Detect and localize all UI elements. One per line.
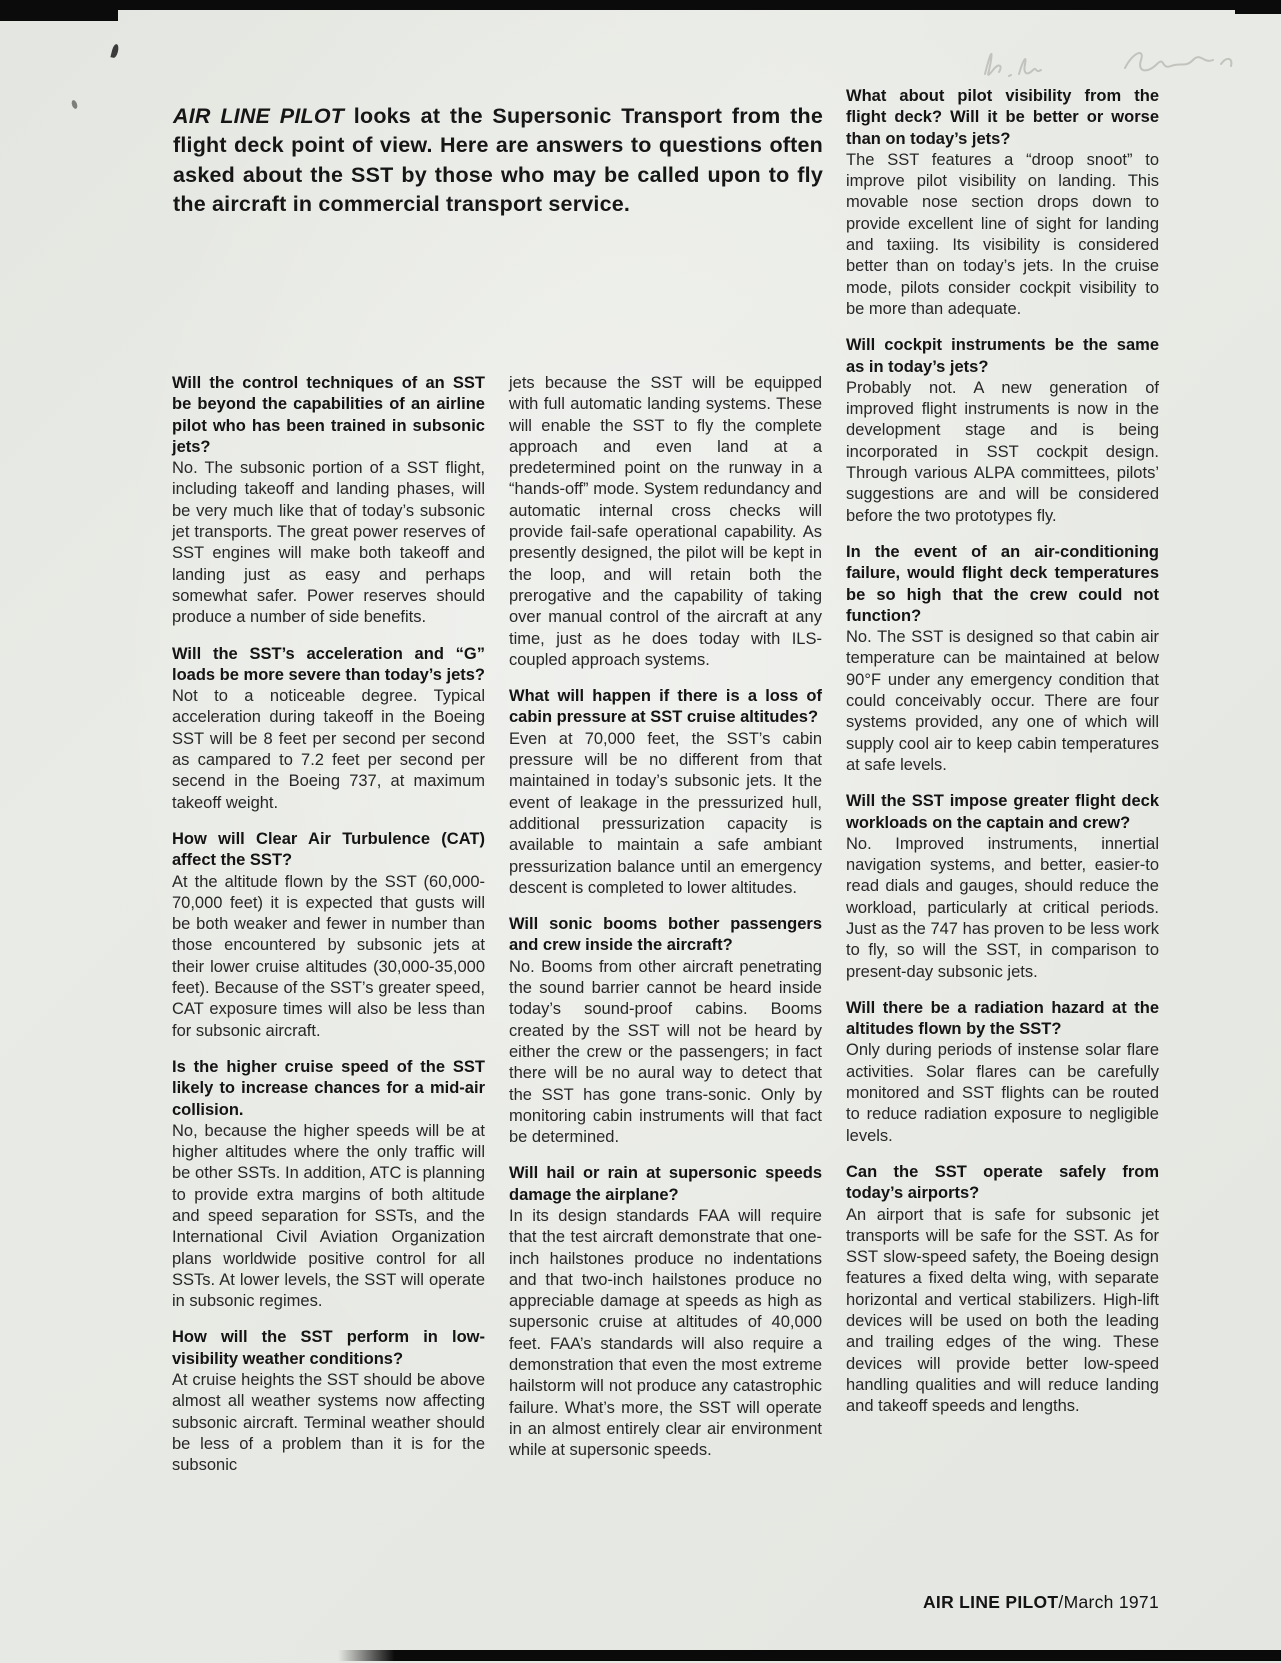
top-scan-bar-right — [1235, 0, 1281, 14]
question-heading: What about pilot visibility from the flight deck? Will it be better or worse than on today’s jets? — [846, 87, 1159, 148]
question-heading: Is the higher cruise speed of the SST likely to increase chances for a mid-air collision. — [172, 1057, 485, 1119]
footer — [923, 1592, 1159, 1613]
bottom-scan-bar — [338, 1650, 1281, 1661]
qa-block — [172, 829, 485, 1042]
question-heading: What will happen if there is a loss of cabin pressure at SST cruise altitudes? — [509, 687, 822, 727]
qa-block — [846, 998, 1159, 1147]
stray-ink-mark — [110, 43, 119, 58]
top-scan-bar-left — [0, 0, 118, 21]
answer-paragraph: Even at 70,000 feet, the SST’s cabin pressure will be no different from that maintained in today’s subsonic jets. It the event of leakage in the pressurized hull, additional pressurization capacity is available to maintain a safe ambiant pressurization balance until an emergency descent is completed to lower altitudes. — [509, 729, 822, 897]
answer-paragraph: Not to a noticeable degree. Typical acceleration during takeoff in the Boeing SST will be 8 feet per second per second as campared to 7.2 feet per second per secend in the Boeing 737, at maximum takeoff weight. — [172, 687, 485, 812]
pencil-handwriting — [975, 30, 1265, 90]
qa-block — [172, 1327, 485, 1476]
question-heading: Will the SST’s acceleration and “G” loads be more severe than today’s jets? — [172, 644, 486, 684]
answer-paragraph: At cruise heights the SST should be above almost all weather systems now affecting subsonic aircraft. Terminal weather should be less of a problem than it is for the subsonic — [172, 1371, 485, 1475]
qa-block — [509, 1163, 822, 1461]
question-heading: In the event of an air-conditioning failure, would flight deck temperatures be so high that the crew could not function? — [846, 542, 1159, 625]
qa-block — [509, 686, 822, 899]
intro-paragraph — [173, 102, 823, 220]
intro-text: looks at the Supersonic Transport from the flight deck point of view. Here are answers to questions often asked about the SST by those who may be called upon to fly the aircraft in commercial transport service. — [173, 103, 823, 216]
answer-paragraph: No. Improved instruments, innertial navigation systems, and better, easier-to read dials and gauges, should reduce the workload, particularly at critical periods. Just as the 747 has proven to be less work to fly, so will the SST, in comparison to present-day subsonic jets. — [846, 834, 1159, 981]
answer-paragraph: No. Booms from other aircraft penetrating the sound barrier cannot be heard inside today’s sound-proof cabins. Booms created by the SST will not be heard by either the crew or the passengers; in fact there will be no aural way to detect that the SST has gone trans-sonic. Only by monitoring cabin instruments will that fact be determined. — [509, 957, 822, 1147]
qa-block — [846, 335, 1159, 527]
question-heading: Can the SST operate safely from today’s airports? — [846, 1162, 1159, 1203]
question-heading: Will hail or rain at supersonic speeds damage the airplane? — [509, 1164, 822, 1204]
answer-paragraph: An airport that is safe for subsonic jet transports will be safe for the SST. As for SST slow-speed safety, the Boeing design features a fixed delta wing, with separate horizontal and vertical stabilizers. High-lift devices will be used on both the leading and trailing edges of the wing. These devices will provide better low-speed handling qualities and will reduce landing and takeoff speeds and lengths. — [846, 1205, 1159, 1416]
question-heading: Will sonic booms bother passengers and crew inside the aircraft? — [509, 915, 822, 955]
qa-block — [846, 86, 1159, 320]
top-scan-bar — [0, 0, 1281, 10]
qa-block — [846, 542, 1159, 776]
answer-paragraph: In its design standards FAA will require that the test aircraft demonstrate that one-inch hailstones produce no indentations and that two-inch hailstones produce no appreciable damage at speeds as high as supersonic cruise at altitudes of 40,000 feet. FAA’s standards will also require a demonstration that even the most extreme hailstorm will not produce any catastrophic failure. What’s more, the SST will operate in an almost entirely clear air environment while at supersonic speeds. — [509, 1206, 822, 1460]
continuation-paragraph: jets because the SST will be equipped with full automatic landing systems. These will enable the SST to fly the complete approach and even land at a predetermined point on the runway in a “hands-off” mode. System redundancy and automatic internal cross checks will provide fail-safe operational capability. As presently designed, the pilot will be kept in the loop, and will retain both the prerogative and the capability of taking over manual control of the aircraft at any time, just as he does today with ILS-coupled approach systems. — [509, 374, 822, 669]
answer-paragraph: At the altitude flown by the SST (60,000-70,000 feet) it is expected that gusts will be both weaker and fewer in number than those encountered by subsonic jets at their lower cruise altitudes (30,000-35,000 feet). Because of the SST’s greater speed, CAT exposure times will also be less than for subsonic aircraft. — [172, 872, 485, 1040]
answer-paragraph: The SST features a “droop snoot” to improve pilot visibility on landing. This movable nose section drops down to provide excellent line of sight for landing and taxiing. Its visibility is considered better than on today’s jets. In the cruise mode, pilots consider cockpit visibility to be more than adequate. — [846, 150, 1159, 318]
answer-paragraph: No. The SST is designed so that cabin air temperature can be maintained at below 90°F under any emergency condition that could conceivably occur. There are four systems provided, any one of which will supply cool air to keep cabin temperatures at safe levels. — [846, 628, 1159, 774]
question-heading: How will Clear Air Turbulence (CAT) affect the SST? — [172, 829, 485, 870]
qa-block — [846, 1162, 1159, 1418]
question-heading: Will cockpit instruments be the same as in today’s jets? — [846, 336, 1159, 376]
stray-ink-mark-small — [71, 99, 79, 109]
question-heading: Will the SST impose greater flight deck workloads on the captain and crew? — [846, 792, 1159, 832]
footer-issue: /March 1971 — [1058, 1592, 1159, 1612]
qa-block — [846, 791, 1159, 983]
answer-paragraph: No. The subsonic portion of a SST flight, including takeoff and landing phases, will be very much like that of today’s subsonic jet transports. The great power reserves of SST engines will make both takeoff and landing just as easy and perhaps somewhat safer. Power reserves should produce a number of side benefits. — [172, 459, 485, 627]
intro-magazine-name: AIR LINE PILOT — [173, 103, 345, 128]
answer-paragraph: Probably not. A new generation of improved flight instruments is now in the development stage and is being incorporated in SST cockpit design. Through various ALPA committees, pilots’ suggestions are and will be considered before the two prototypes fly. — [846, 378, 1159, 525]
column-1 — [172, 373, 485, 1492]
answer-paragraph: No, because the higher speeds will be at higher altitudes where the only traffic will be other SSTs. In addition, ATC is planning to provide extra margins of both altitude and speed separation for SSTs, and the International Civil Aviation Organization plans worldwide positive control for all SSTs. At lower levels, the SST will operate in subsonic regimes. — [172, 1121, 485, 1311]
question-heading: Will there be a radiation hazard at the altitudes flown by the SST? — [846, 998, 1159, 1039]
column-3 — [846, 86, 1159, 1433]
answer-paragraph: Only during periods of instense solar flare activities. Solar flares can be carefully monitored and SST flights can be routed to reduce radiation exposure to negligible levels. — [846, 1041, 1159, 1145]
qa-block — [509, 914, 822, 1148]
qa-block — [172, 373, 485, 629]
question-heading: Will the control techniques of an SST be beyond the capabilities of an airline pilot who has been trained in subsonic jets? — [172, 374, 485, 456]
question-heading: How will the SST perform in low-visibility weather conditions? — [172, 1328, 485, 1368]
qa-block — [172, 644, 485, 814]
qa-block — [172, 1057, 485, 1313]
column-2 — [509, 373, 822, 1477]
footer-magazine-name: AIR LINE PILOT — [922, 1592, 1059, 1612]
